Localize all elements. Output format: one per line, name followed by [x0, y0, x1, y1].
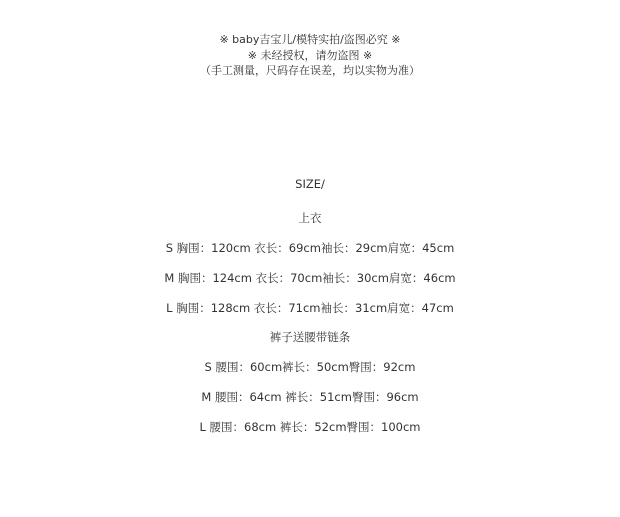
authorization-notice: ※ 未经授权，请勿盗图 ※ [247, 49, 373, 62]
top-size-row-m: M 胸围：124cm 衣长：70cm袖长：30cm肩宽：46cm [164, 271, 456, 285]
top-size-row-s: S 胸围：120cm 衣长：69cm袖长：29cm肩宽：45cm [165, 241, 455, 255]
measurement-disclaimer: （手工测量，尺码存在误差，均以实物为准） [200, 64, 420, 77]
top-size-row-l: L 胸围：128cm 衣长：71cm袖长：31cm肩宽：47cm [166, 301, 454, 315]
copyright-notice: ※ baby吉宝儿/模特实拍/盗图必究 ※ [219, 33, 401, 46]
pants-size-row-s: S 腰围：60cm裤长：50cm臀围：92cm [204, 360, 416, 374]
size-heading: SIZE/ [295, 177, 325, 191]
top-section-title: 上衣 [298, 211, 322, 225]
pants-section-title: 裤子送腰带链条 [269, 330, 351, 344]
pants-size-row-m: M 腰围：64cm 裤长：51cm臀围：96cm [201, 390, 419, 404]
pants-size-row-l: L 腰围：68cm 裤长：52cm臀围：100cm [199, 420, 421, 434]
